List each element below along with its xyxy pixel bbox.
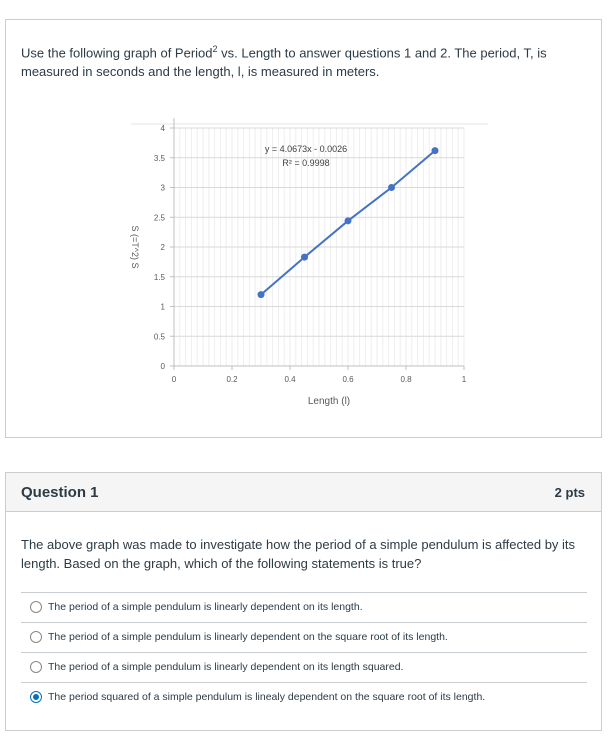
- y-tick-label: 0.5: [153, 332, 165, 342]
- chart-svg: [96, 100, 496, 425]
- intro-panel: [5, 19, 602, 438]
- x-tick-label: 0: [171, 375, 177, 384]
- y-tick-label: 3: [160, 183, 165, 193]
- data-point: [432, 147, 439, 154]
- answer-label[interactable]: The period of a simple pendulum is linearly dependent on the square root of its length.: [48, 631, 448, 643]
- y-tick-label: 1.5: [153, 272, 165, 282]
- r-squared-label: R² = 0.9998: [282, 158, 330, 168]
- answer-list: [21, 592, 587, 712]
- answer-label[interactable]: The period squared of a simple pendulum is linealy dependent on the square root of its length.: [48, 691, 486, 703]
- radio-button[interactable]: [30, 601, 42, 613]
- y-tick-label: 3.5: [153, 153, 165, 163]
- intro-text-part1: Use the following graph of Period: [21, 45, 213, 61]
- question-title: Question 1: [21, 484, 99, 501]
- y-tick-label: 2: [160, 243, 165, 252]
- chart: [96, 100, 496, 425]
- answer-option[interactable]: [21, 622, 587, 652]
- x-tick-label: 1: [461, 375, 467, 384]
- x-axis-title: Length (l): [307, 396, 351, 407]
- data-point: [345, 217, 352, 224]
- answer-option[interactable]: [21, 652, 587, 682]
- question-points: 2 pts: [554, 485, 585, 500]
- question-header: [6, 473, 601, 512]
- y-axis-title: S (=T^2) S: [130, 225, 140, 269]
- y-tick-label: 4: [160, 124, 165, 133]
- trendline-equation: y = 4.0673x - 0.0026: [264, 144, 348, 154]
- y-tick-label: 2.5: [153, 213, 165, 223]
- data-point: [301, 254, 308, 261]
- x-tick-label: 0.8: [400, 375, 412, 384]
- y-tick-label: 0: [160, 362, 165, 371]
- answer-option[interactable]: [21, 592, 587, 622]
- intro-text: [21, 40, 581, 81]
- x-tick-label: 0.6: [342, 375, 354, 384]
- radio-button[interactable]: [30, 631, 42, 643]
- radio-button[interactable]: [30, 661, 42, 673]
- data-point: [388, 184, 395, 191]
- x-tick-label: 0.4: [284, 375, 296, 384]
- intro-text-part2: vs. Length to answer questions 1 and 2. The period, T, is measured in seconds and the length, l, is measured in meters.: [21, 45, 547, 80]
- radio-button[interactable]: [30, 691, 42, 703]
- question-panel: [5, 472, 602, 731]
- question-text: The above graph was made to investigate how the period of a simple pendulum is affected by its length. Based on the graph, which of the following statements is true?: [21, 537, 576, 571]
- y-tick-label: 1: [160, 302, 165, 312]
- answer-option[interactable]: [21, 682, 587, 712]
- x-tick-label: 0.2: [226, 375, 238, 384]
- data-point: [258, 291, 265, 298]
- answer-label[interactable]: The period of a simple pendulum is linearly dependent on its length squared.: [48, 661, 404, 673]
- answer-label[interactable]: The period of a simple pendulum is linearly dependent on its length.: [48, 601, 363, 613]
- intro-superscript: 2: [212, 44, 218, 54]
